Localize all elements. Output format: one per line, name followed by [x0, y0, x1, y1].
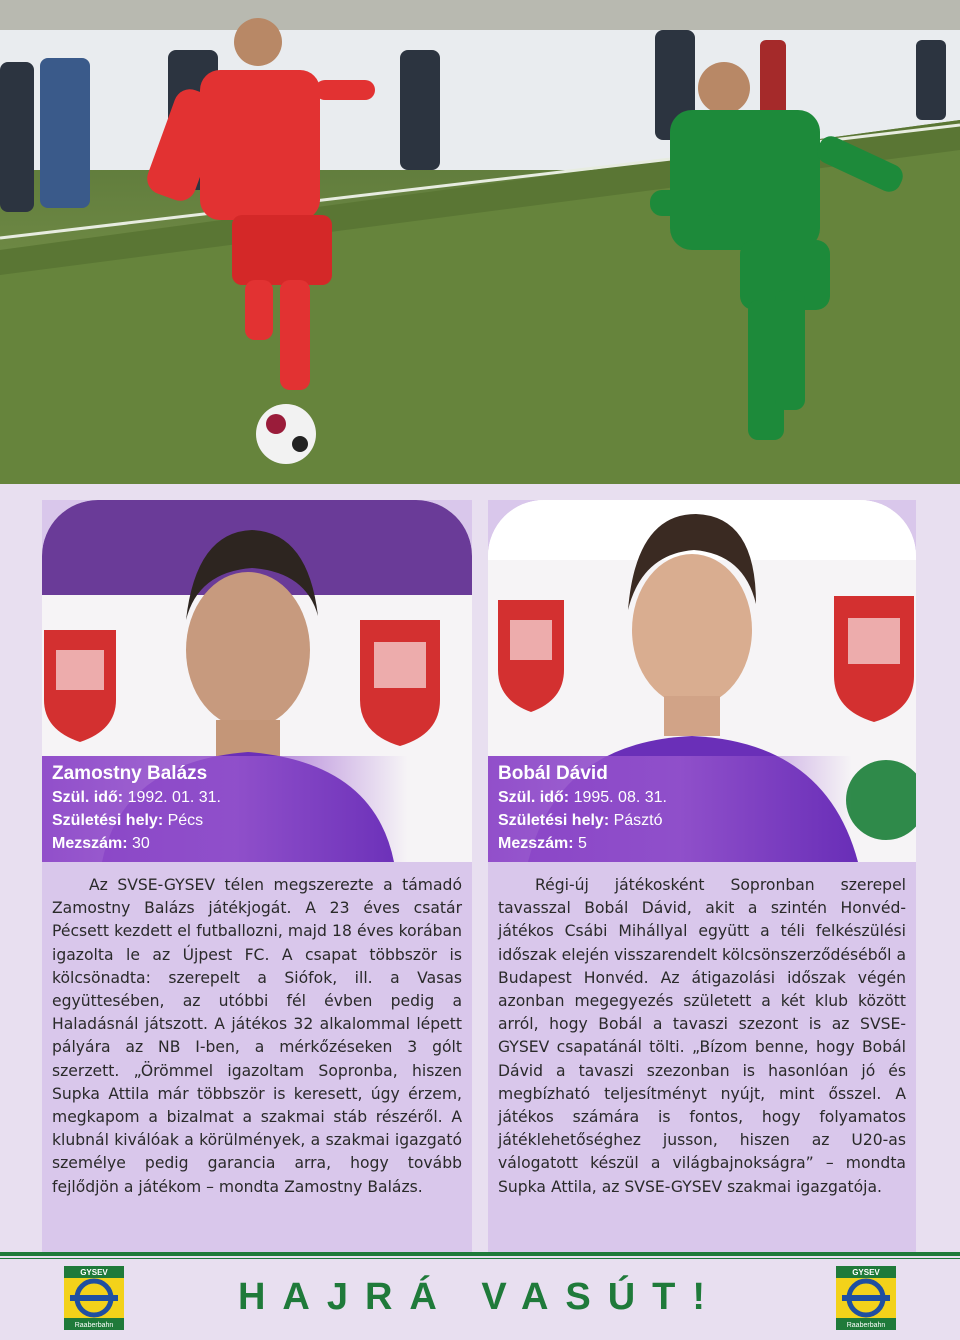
- svg-text:GYSEV: GYSEV: [852, 1268, 880, 1277]
- footer-slogan: HAJRÁ VASÚT!: [237, 1276, 723, 1318]
- player-birth-date: Szül. idő: 1992. 01. 31.: [52, 789, 221, 806]
- player-number: Mezszám: 30: [52, 835, 150, 852]
- player-birth-place: Születési hely: Pécs: [52, 812, 204, 829]
- player-birth-date: Szül. idő: 1995. 08. 31.: [498, 789, 667, 806]
- player-column-zamostny: [42, 500, 472, 1252]
- player-name: Bobál Dávid: [498, 763, 608, 784]
- player-info-box: [42, 756, 472, 862]
- svg-text:Raaberbahn: Raaberbahn: [846, 1322, 886, 1329]
- player-portrait: [488, 500, 916, 862]
- player-number: Mezszám: 5: [498, 835, 587, 852]
- player-column-bobal: [488, 500, 916, 1252]
- player-name: Zamostny Balázs: [52, 763, 208, 784]
- player-info-box: [488, 756, 916, 862]
- player-portrait: [42, 500, 472, 862]
- gysev-logo-icon: [836, 1266, 896, 1330]
- svg-text:Raaberbahn: Raaberbahn: [74, 1322, 114, 1329]
- svg-text:GYSEV: GYSEV: [80, 1268, 108, 1277]
- player-birth-place: Születési hely: Pásztó: [498, 812, 663, 829]
- player-bio: Az SVSE-GYSEV télen megszerezte a támadó Zamostny Balázs játékjogát. A 23 éves csatár Pécsett kezdett el futballozni, majd 18 éves korában igazolta le az Újpest FC. A csapat többször is kölcsönadta: szerepelt a Siófok, ill. a Vasas együttesében, az utóbbi fél évben pedig a Haladásnál játszott. A játékos 32 alkalommal lépett pályára az NB I-ben, a mérkőzéseken 3 gólt szerzett. „Örömmel igazoltam Sopronba, hiszen Supka Attila már többször is keresett, úgy érzem, megkapom a bizalmat a szakmai stáb részéről. A klubnál kiválóak a körülmények, a szakmai igazgató személye pedig garancia arra, hogy tovább fejlődjön a játékom – mondta Zamostny Balázs.: [52, 876, 462, 1196]
- footer-divider-thin: [0, 1258, 960, 1259]
- player-bio: Régi-új játékosként Sopronban szerepel tavasszal Bobál Dávid, akit a szintén Honvéd-játékos Csábi Mihállyal együtt a téli felkészülési időszak elején visszarendelt kölcsönszerződéséből a Budapest Honvéd. Az átigazolási időszak végén azonban megegyezés született a két klub között arról, hogy Bobál a tavaszi szezont is az SVSE-GYSEV csapatánál tölti. „Bízom benne, hogy Bobál Dávid a tavaszi szezonban is hasonlóan jó és megbízható teljesítményt nyújt, mint ősszel. A játékos számára is fontos, hogy folyamatos játéklehetőséghez jusson, hiszen az U20-as válogatott készül a világbajnokságra” – mondta Supka Attila, az SVSE-GYSEV szakmai igazgatója.: [498, 876, 906, 1196]
- footer-divider: [0, 1252, 960, 1256]
- match-photo: [0, 0, 960, 484]
